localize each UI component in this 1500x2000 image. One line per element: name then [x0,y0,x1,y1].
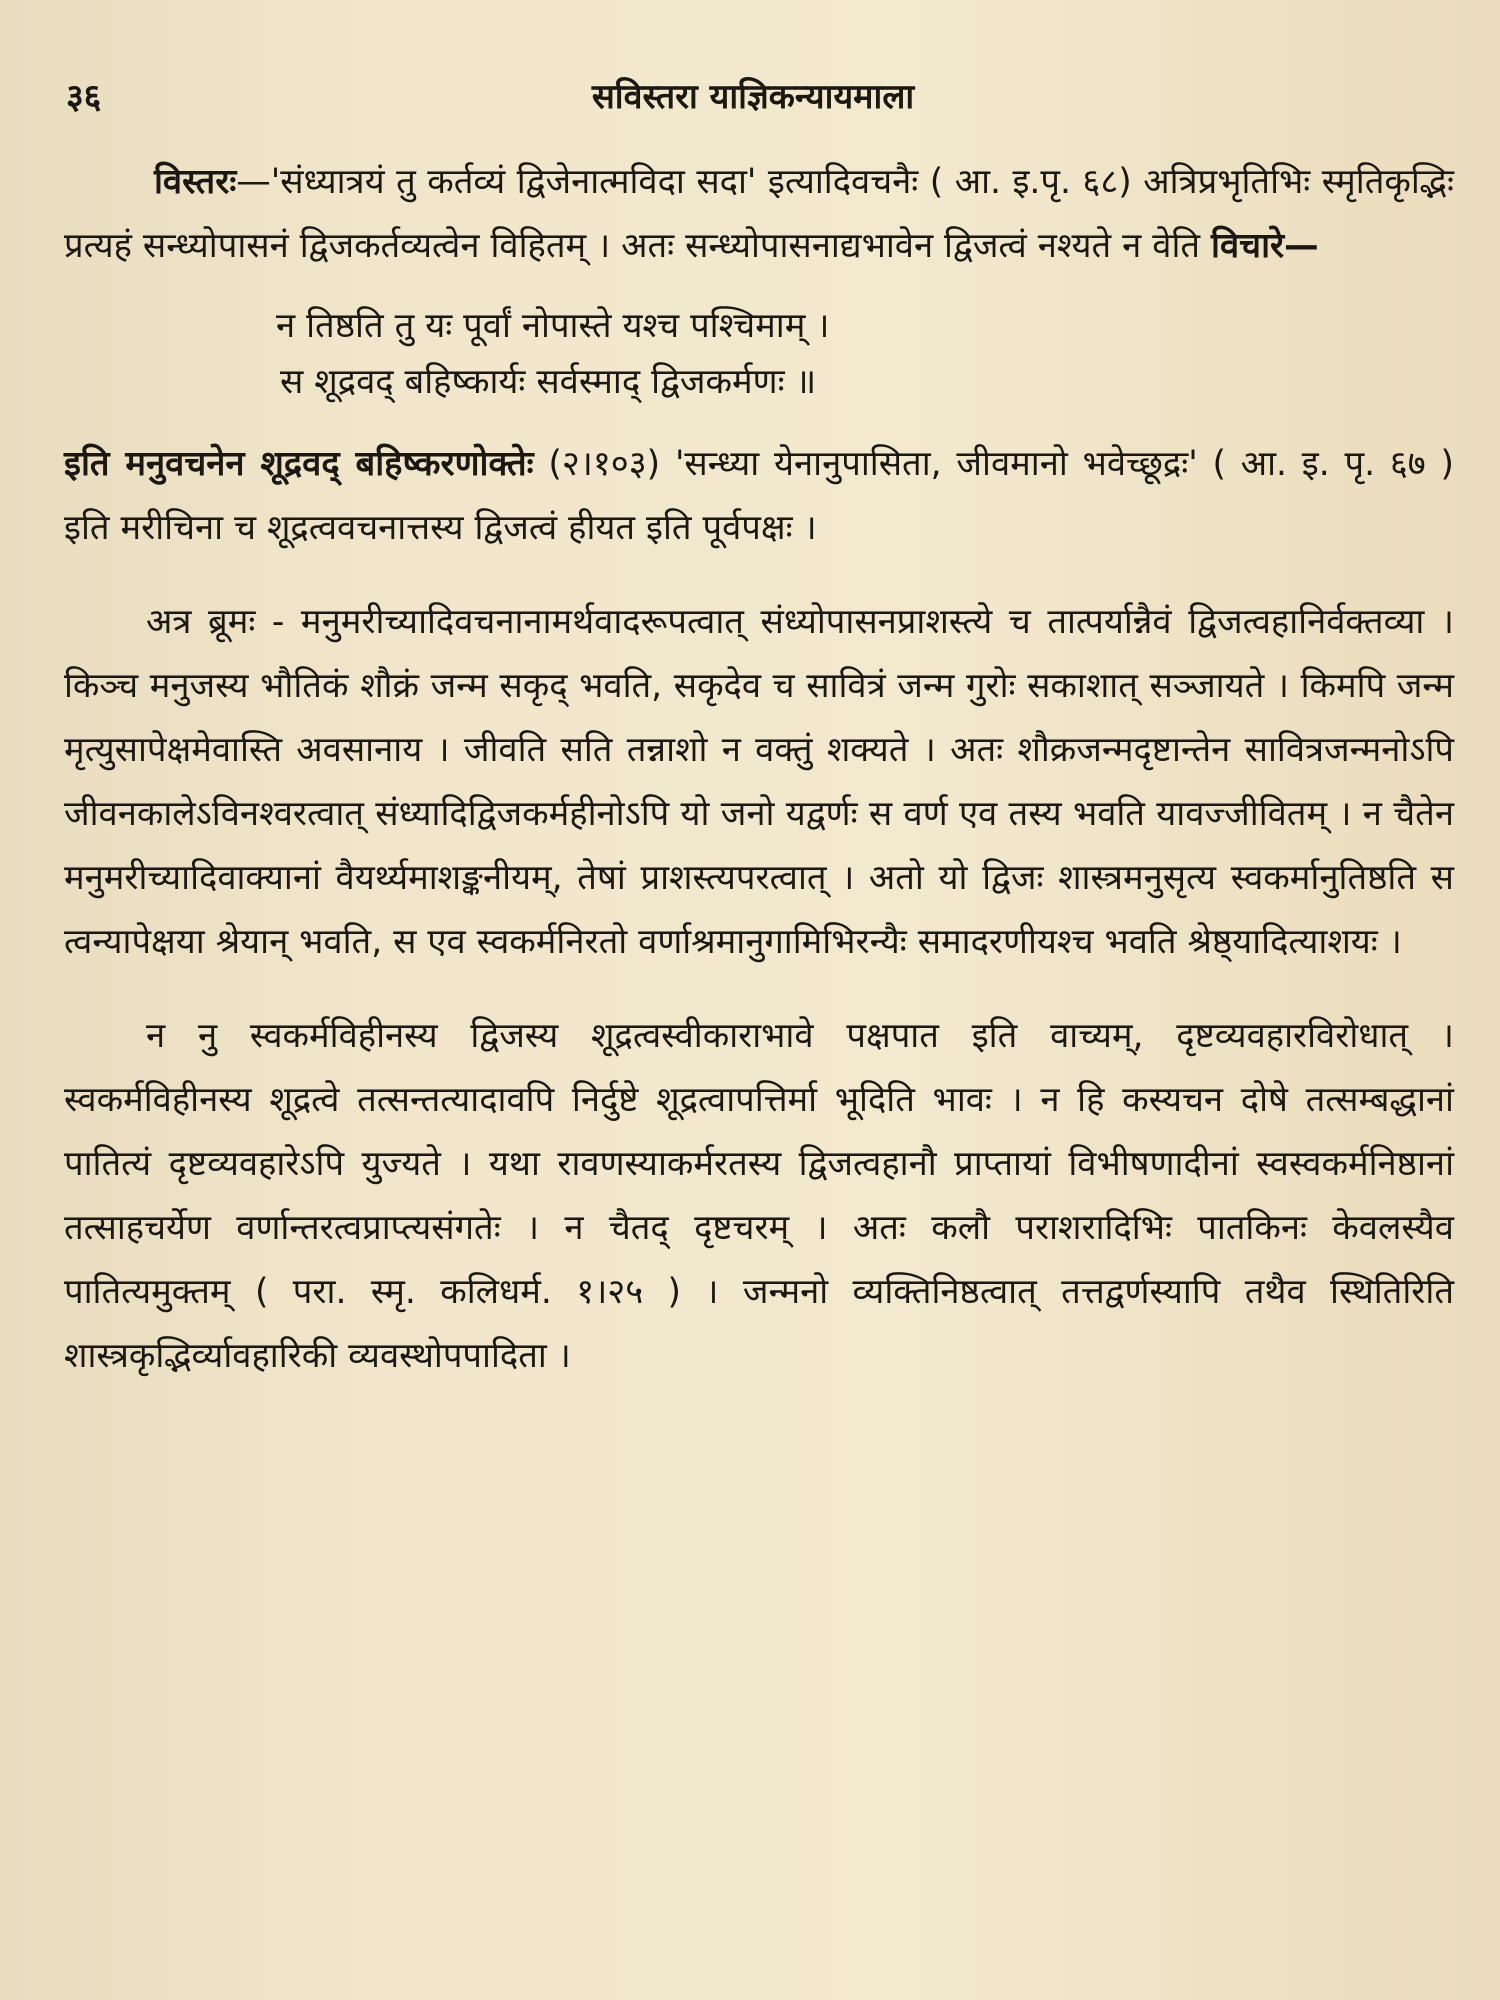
page-header [66,72,1440,122]
running-title: सविस्तरा याज्ञिकन्यायमाला [591,77,915,117]
verse-quote [276,298,1454,410]
paragraph-nanu: न नु स्वकर्मविहीनस्य द्विजस्य शूद्रत्वस्वीकाराभावे पक्षपात इति वाच्यम्, दृष्टव्यवहारविरोधात् । स्वकर्मविहीनस्य शूद्रत्वे तत्सन्तत्यादावपि निर्दुष्टे शूद्रत्वापत्तिर्मा भूदिति भावः । न हि कस्यचन दोषे तत्सम्बद्धानां पातित्यं दृष्टव्यवहारेऽपि युज्यते । यथा रावणस्याकर्मरतस्य द्विजत्वहानौ प्राप्तायां विभीषणादीनां स्वस्वकर्मनिष्ठानां तत्साहचर्येण वर्णान्तरत्वप्राप्त्यसंगतेः । न चैतद् दृष्टचरम् । अतः कलौ पराशरादिभिः पातकिनः केवलस्यैव पातित्यमुक्तम् ( परा. स्मृ. कलिधर्म. १।२५ ) । जन्मनो व्यक्तिनिष्ठत्वात् तत्तद्वर्णस्यापि तथैव स्थितिरिति शास्त्रकृद्भिर्व्यावहारिकी व्यवस्थोपपादिता । [64,1016,1454,1376]
paragraph-purvapaksha [64,432,1454,560]
paragraph-tail: विचारे— [1211,226,1319,266]
page-body [64,150,1454,1418]
verse-line-2: स शूद्रवद् बहिष्कार्यः सर्वस्माद् द्विजकर्मणः ॥ [280,362,817,402]
page-number: ३६ [66,77,102,117]
verse-line-1: न तिष्ठति तु यः पूर्वां नोपास्ते यश्च पश्चिमाम् । [276,306,830,346]
paragraph-vistara [64,150,1454,278]
paragraph-text: (२।१०३) 'सन्ध्या येनानुपासिता, जीवमानो भवेच्छूद्रः' ( आ. इ. पृ. ६७ ) इति मरीचिना च शूद्रत्ववचनात्तस्य द्विजत्वं हीयत इति पूर्वपक्षः । [64,444,1454,548]
paragraph-lead: इति मनुवचनेन शूद्रवद् बहिष्करणोक्तेः [64,444,534,484]
paragraph-text: —'संध्यात्रयं तु कर्तव्यं द्विजेनात्मविदा सदा' इत्यादिवचनैः ( आ. इ.पृ. ६८) अत्रिप्रभृतिभिः स्मृतिकृद्भिः प्रत्यहं सन्ध्योपासनं द्विजकर्तव्यत्वेन विहितम् । अतः सन्ध्योपासनाद्यभावेन द्विजत्वं नश्यते न वेति [64,162,1454,266]
paragraph-siddhanta: अत्र ब्रूमः - मनुमरीच्यादिवचनानामर्थवादरूपत्वात् संध्योपासनप्राशस्त्ये च तात्पर्यान्नैवं द्विजत्वहानिर्वक्तव्या । किञ्च मनुजस्य भौतिकं शौक्रं जन्म सकृद् भवति, सकृदेव च सावित्रं जन्म गुरोः सकाशात् सञ्जायते । किमपि जन्म मृत्युसापेक्षमेवास्ति अवसानाय । जीवति सति तन्नाशो न वक्तुं शक्यते । अतः शौक्रजन्मदृष्टान्तेन सावित्रजन्मनोऽपि जीवनकालेऽविनश्वरत्वात् संध्यादिद्विजकर्महीनोऽपि यो जनो यद्वर्णः स वर्ण एव तस्य भवति यावज्जीवितम् । न चैतेन मनुमरीच्यादिवाक्यानां वैयर्थ्यमाशङ्कनीयम्, तेषां प्राशस्त्यपरत्वात् । अतो यो द्विजः शास्त्रमनुसृत्य स्वकर्मानुतिष्ठति स त्वन्यापेक्षया श्रेयान् भवति, स एव स्वकर्मनिरतो वर्णाश्रमानुगामिभिरन्यैः समादरणीयश्च भवति श्रेष्ठ्यादित्याशयः । [64,602,1454,962]
section-term: विस्तरः [154,162,237,202]
